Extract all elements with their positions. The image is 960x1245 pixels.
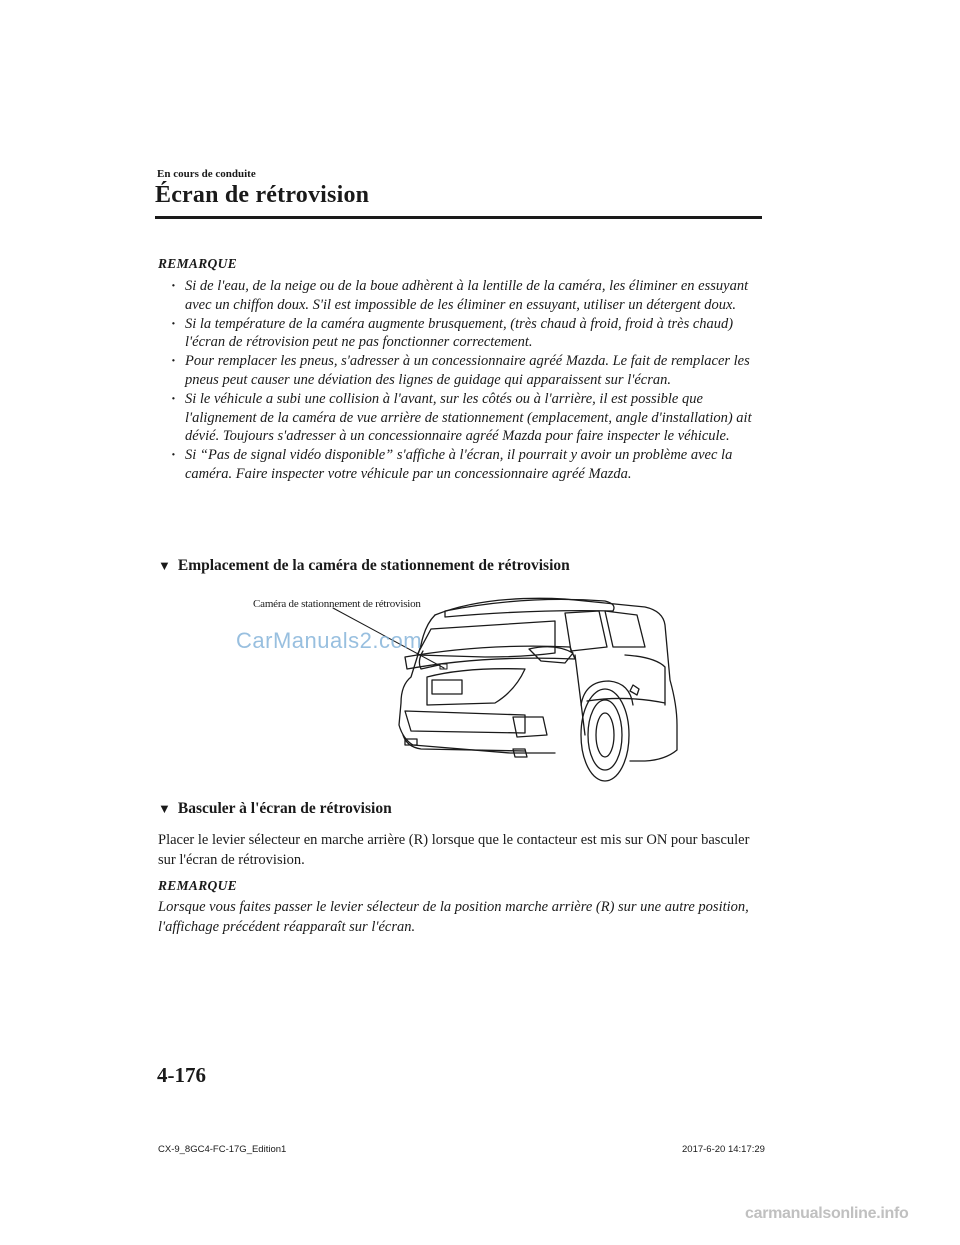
note-item: · Si la température de la caméra augmente brusquement, (très chaud à froid, froid à très chaud) l'écran de rétrovision peut ne pas fonctionner correctement.: [158, 315, 758, 353]
site-watermark: carmanualsonline.info: [745, 1205, 909, 1222]
section-label: En cours de conduite: [157, 168, 256, 180]
title-divider: [155, 216, 762, 219]
note-item: · Si de l'eau, de la neige ou de la boue adhèrent à la lentille de la caméra, les éliminer en essuyant avec un chiffon doux. S'il est impossible de les éliminer en essuyant, utiliser un détergent doux.: [158, 277, 758, 315]
figure-callout-label: Caméra de stationnement de rétrovision: [253, 598, 421, 610]
note-item: · Pour remplacer les pneus, s'adresser à un concessionnaire agréé Mazda. Le fait de remplacer les pneus peut causer une déviation des lignes de guidage qui apparaissent sur l'écran.: [158, 352, 758, 390]
print-timestamp: 2017-6-20 14:17:29: [682, 1144, 765, 1155]
note-text: Lorsque vous faites passer le levier sélecteur de la position marche arrière (R) sur une autre position, l'affichage précédent réapparaît sur l'écran.: [158, 899, 749, 935]
vehicle-rear-illustration: [225, 585, 695, 790]
triangle-down-icon: ▼: [158, 801, 171, 816]
camera-location-heading-text: Emplacement de la caméra de stationnement de rétrovision: [177, 557, 570, 574]
switch-screen-heading: [158, 800, 392, 818]
note-item: · Si “Pas de signal vidéo disponible” s'affiche à l'écran, il pourrait y avoir un problème avec la caméra. Faire inspecter votre véhicule par un concessionnaire agréé Mazda.: [158, 446, 758, 484]
switch-screen-heading-text: Basculer à l'écran de rétrovision: [177, 800, 392, 817]
note-list: [158, 277, 758, 484]
switch-instructions: Placer le levier sélecteur en marche arrière (R) lorsque que le contacteur est mis sur ON pour basculer sur l'écran de rétrovision.: [158, 832, 750, 868]
page-title: Écran de rétrovision: [155, 182, 370, 208]
note-label: REMARQUE: [158, 256, 237, 271]
page-number: 4-176: [157, 1063, 206, 1087]
note-item: · Si le véhicule a subi une collision à l'avant, sur les côtés ou à l'arrière, il est possible que l'alignement de la caméra de vue arrière de stationnement (emplacement, angle d'installation) ait dévié. Toujours s'adresser à un concessionnaire agréé Mazda pour faire inspecter le véhicule.: [158, 390, 758, 446]
note-label: REMARQUE: [158, 878, 237, 893]
camera-location-heading: [158, 557, 570, 575]
document-id: CX-9_8GC4-FC-17G_Edition1: [158, 1144, 287, 1155]
watermark: CarManuals2.com: [236, 628, 423, 653]
triangle-down-icon: ▼: [158, 558, 171, 573]
